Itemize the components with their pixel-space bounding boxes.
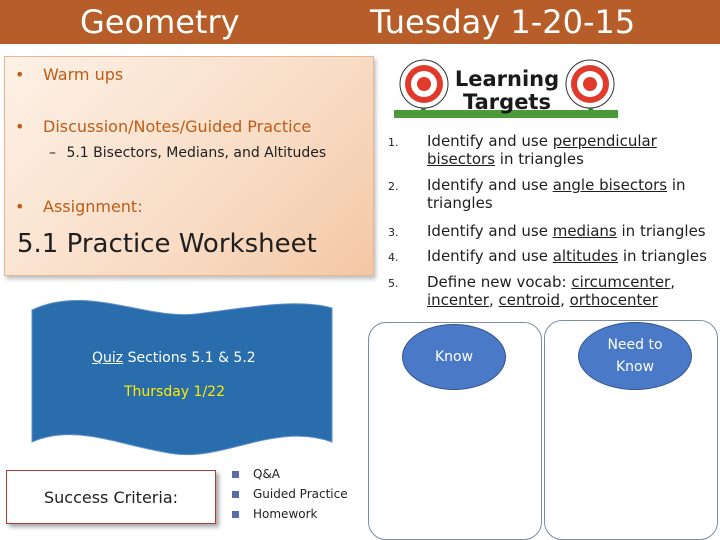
logo-line1: Learning: [454, 67, 560, 91]
dash-icon: –: [49, 145, 56, 161]
list-item: 2. Identify and use angle bisectors in triangles: [388, 176, 686, 212]
agenda-panel: [4, 56, 374, 276]
date-title: Tuesday 1-20-15: [370, 3, 636, 41]
page-title: Geometry: [80, 3, 240, 41]
quiz-date: Thursday 1/22: [124, 384, 225, 400]
list-item: Q&A: [232, 464, 348, 484]
list-item: Homework: [232, 504, 348, 524]
agenda-item-discussion: • Discussion/Notes/Guided Practice: [15, 117, 312, 136]
need-to-know-label: Need to Know: [578, 322, 692, 390]
success-criteria-box: Success Criteria:: [6, 470, 216, 524]
target-icon: [400, 60, 448, 116]
list-item: 5. Define new vocab: circumcenter, incenter, centroid, orthocenter: [388, 273, 676, 309]
logo-line2: Targets: [463, 90, 551, 114]
learning-targets-list: [388, 132, 714, 309]
list-item: 3. Identify and use medians in triangles: [388, 222, 706, 240]
bullet-square-icon: [232, 471, 239, 478]
know-label: Know: [402, 324, 506, 390]
agenda-item-assignment: • Assignment:: [15, 197, 143, 216]
agenda-item-warm-ups: • Warm ups: [15, 65, 124, 84]
target-icon: [566, 60, 614, 116]
worksheet-title: 5.1 Practice Worksheet: [17, 229, 317, 259]
bullet-icon: •: [15, 117, 25, 136]
success-criteria-list: [232, 464, 348, 524]
bullet-square-icon: [232, 491, 239, 498]
list-item: 4. Identify and use altitudes in triangles: [388, 247, 707, 265]
quiz-banner: [26, 292, 338, 462]
learning-targets-logo: [394, 54, 618, 118]
bullet-icon: •: [15, 65, 25, 84]
agenda-subitem: – 5.1 Bisectors, Medians, and Altitudes: [49, 145, 327, 161]
quiz-announcement: Quiz Sections 5.1 & 5.2: [92, 350, 256, 366]
list-item: Guided Practice: [232, 484, 348, 504]
bullet-square-icon: [232, 511, 239, 518]
bullet-icon: •: [15, 197, 25, 216]
list-item: 1. Identify and use perpendicular bisectors in triangles: [388, 132, 657, 168]
